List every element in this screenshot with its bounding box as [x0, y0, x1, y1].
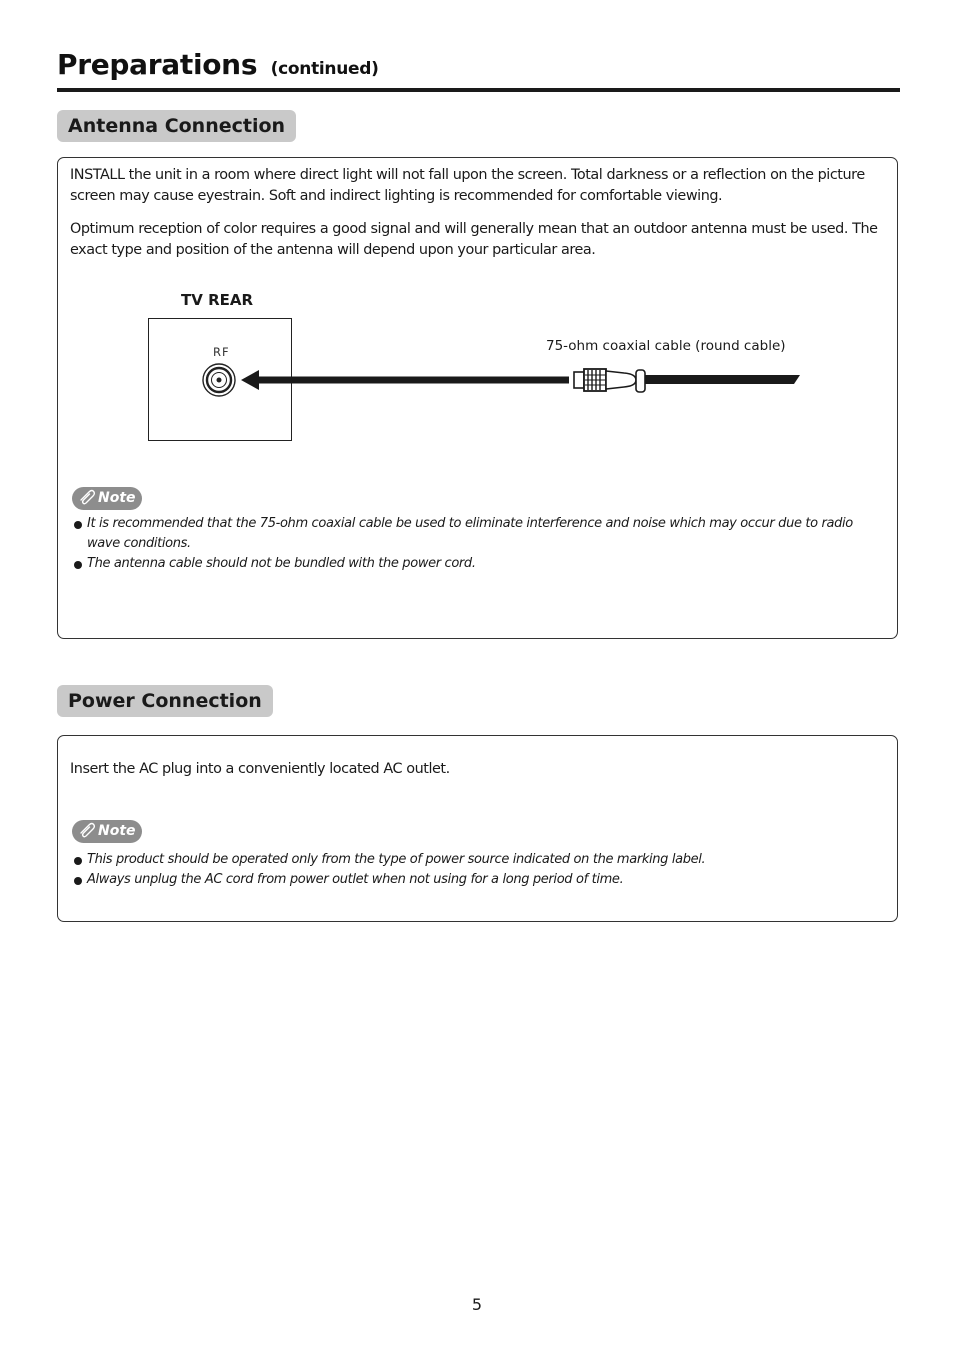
antenna-note-badge [72, 487, 142, 510]
list-item [74, 514, 889, 554]
antenna-section-heading: Antenna Connection [57, 110, 296, 142]
paperclip-icon [78, 489, 96, 505]
bullet-icon [74, 877, 82, 885]
antenna-note-1: It is recommended that the 75-ohm coaxial cable be used to eliminate interference and noise which may occur due to radio wave conditions. [87, 516, 853, 551]
paperclip-icon [78, 822, 96, 838]
antenna-paragraph-1: INSTALL the unit in a room where direct light will not fall upon the screen. Total darkness or a reflection on the picture screen may cause eyestrain. Soft and indirect lighting is recommended for comfortable viewing. [70, 167, 865, 204]
list-item [74, 554, 889, 574]
page-subtitle: (continued) [270, 59, 379, 79]
cable-label: 75-ohm coaxial cable (round cable) [546, 338, 786, 354]
antenna-note-label: Note [98, 490, 136, 506]
tv-rear-label: TV REAR [181, 291, 254, 309]
coax-connector-icon [574, 369, 800, 392]
power-note-1: This product should be operated only from the type of power source indicated on the marking label. [87, 852, 706, 867]
rf-label: RF [213, 345, 230, 359]
power-panel [57, 735, 898, 922]
antenna-diagram [58, 158, 899, 458]
page-title-text: Preparations [57, 48, 258, 81]
power-section-heading: Power Connection [57, 685, 273, 717]
power-note-2: Always unplug the AC cord from power outlet when not using for a long period of time. [87, 872, 624, 887]
page-title [57, 48, 379, 81]
bullet-icon [74, 561, 82, 569]
power-note-label: Note [98, 823, 136, 839]
bullet-icon [74, 521, 82, 529]
antenna-panel [57, 157, 898, 639]
page-number: 5 [471, 1295, 483, 1314]
title-divider [57, 88, 900, 92]
list-item [74, 850, 889, 870]
bullet-icon [74, 857, 82, 865]
power-notes [74, 850, 889, 890]
power-note-badge [72, 820, 142, 843]
list-item [74, 870, 889, 890]
cable-arrow [241, 370, 569, 390]
antenna-notes [74, 514, 889, 574]
rf-jack-icon [203, 364, 235, 396]
antenna-paragraph-2: Optimum reception of color requires a good signal and will generally mean that an outdoor antenna must be used. The exact type and position of the antenna will depend upon your particular area. [70, 221, 878, 258]
power-paragraph: Insert the AC plug into a conveniently located AC outlet. [70, 761, 450, 777]
antenna-note-2: The antenna cable should not be bundled with the power cord. [87, 556, 476, 571]
